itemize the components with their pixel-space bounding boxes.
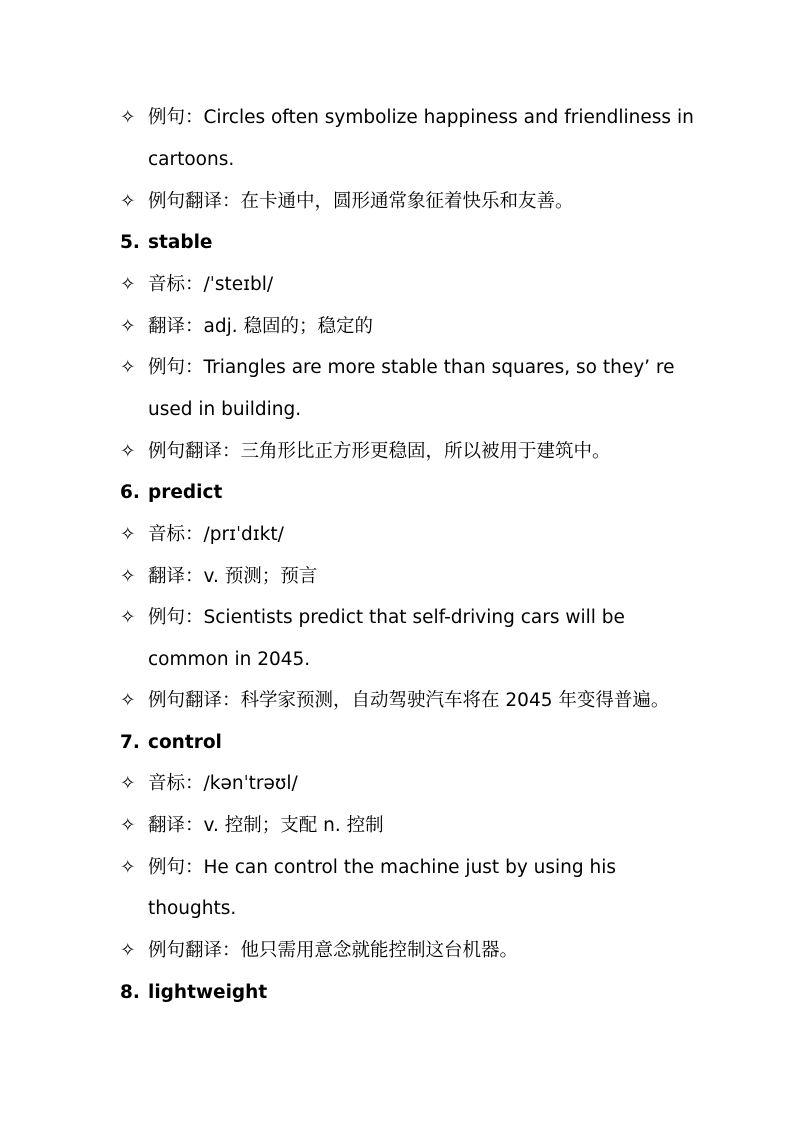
- word-title: predict: [148, 482, 223, 503]
- meaning-line: [120, 811, 674, 841]
- example-continuation: used in building.: [148, 399, 302, 420]
- translation-label: 例句翻译：: [148, 191, 241, 212]
- word-heading: [120, 478, 674, 508]
- translation-text: 在卡通中，圆形通常象征着快乐和友善。: [240, 191, 574, 212]
- diamond-bullet-icon: ✧: [120, 815, 136, 836]
- translation-line: [120, 686, 674, 716]
- example-label: 例句：: [148, 607, 204, 628]
- example-line: [120, 103, 694, 133]
- word-heading: [120, 728, 674, 758]
- example-text: Circles often symbolize happiness and friendliness in: [203, 107, 694, 128]
- diamond-bullet-icon: ✧: [120, 607, 136, 628]
- example-line: [120, 603, 674, 633]
- diamond-bullet-icon: ✧: [120, 274, 136, 295]
- word-title: lightweight: [148, 982, 268, 1003]
- word-title: control: [148, 732, 222, 753]
- diamond-bullet-icon: ✧: [120, 107, 136, 128]
- translation-text: 他只需用意念就能控制这台机器。: [240, 940, 519, 961]
- meaning-text: adj. 稳固的；稳定的: [203, 316, 373, 337]
- meaning-line: [120, 312, 674, 342]
- diamond-bullet-icon: ✧: [120, 357, 136, 378]
- diamond-bullet-icon: ✧: [120, 690, 136, 711]
- translation-line: [120, 936, 674, 966]
- example-line: [120, 353, 674, 383]
- example-text: He can control the machine just by using his: [203, 857, 616, 878]
- diamond-bullet-icon: ✧: [120, 316, 136, 337]
- word-heading: [120, 978, 674, 1008]
- meaning-label: 翻译：: [148, 566, 204, 587]
- diamond-bullet-icon: ✧: [120, 191, 136, 212]
- example-label: 例句：: [148, 357, 204, 378]
- phonetic-line: [120, 520, 674, 550]
- diamond-bullet-icon: ✧: [120, 857, 136, 878]
- diamond-bullet-icon: ✧: [120, 566, 136, 587]
- word-title: stable: [148, 232, 213, 253]
- phonetic-label: 音标：: [148, 524, 204, 545]
- diamond-bullet-icon: ✧: [120, 940, 136, 961]
- phonetic-label: 音标：: [148, 274, 204, 295]
- diamond-bullet-icon: ✧: [120, 441, 136, 462]
- word-number: 8.: [120, 982, 140, 1003]
- meaning-text: v. 控制；支配 n. 控制: [203, 815, 384, 836]
- example-label: 例句：: [148, 107, 204, 128]
- translation-label: 例句翻译：: [148, 441, 241, 462]
- phonetic-text: /kənˈtrəʊl/: [203, 773, 298, 794]
- phonetic-line: [120, 769, 674, 799]
- diamond-bullet-icon: ✧: [120, 773, 136, 794]
- phonetic-label: 音标：: [148, 773, 204, 794]
- word-number: 6.: [120, 482, 140, 503]
- example-line: [120, 853, 674, 883]
- example-continuation: cartoons.: [148, 149, 235, 170]
- phonetic-line: [120, 270, 674, 300]
- diamond-bullet-icon: ✧: [120, 524, 136, 545]
- phonetic-text: /ˈsteɪbl/: [203, 274, 274, 295]
- example-label: 例句：: [148, 857, 204, 878]
- translation-label: 例句翻译：: [148, 940, 241, 961]
- phonetic-text: /prɪˈdɪkt/: [203, 524, 284, 545]
- example-text: Scientists predict that self-driving cars will be: [203, 607, 625, 628]
- translation-line: [120, 187, 674, 217]
- meaning-label: 翻译：: [148, 316, 204, 337]
- word-heading: [120, 228, 674, 258]
- meaning-line: [120, 562, 674, 592]
- word-number: 5.: [120, 232, 140, 253]
- example-text: Triangles are more stable than squares, so they’ re: [203, 357, 675, 378]
- word-number: 7.: [120, 732, 140, 753]
- translation-text: 科学家预测，自动驾驶汽车将在 2045 年变得普遍。: [240, 690, 670, 711]
- translation-line: [120, 437, 674, 467]
- example-continuation: common in 2045.: [148, 649, 311, 670]
- translation-label: 例句翻译：: [148, 690, 241, 711]
- meaning-text: v. 预测；预言: [203, 566, 318, 587]
- example-continuation: thoughts.: [148, 898, 237, 919]
- translation-text: 三角形比正方形更稳固，所以被用于建筑中。: [240, 441, 611, 462]
- meaning-label: 翻译：: [148, 815, 204, 836]
